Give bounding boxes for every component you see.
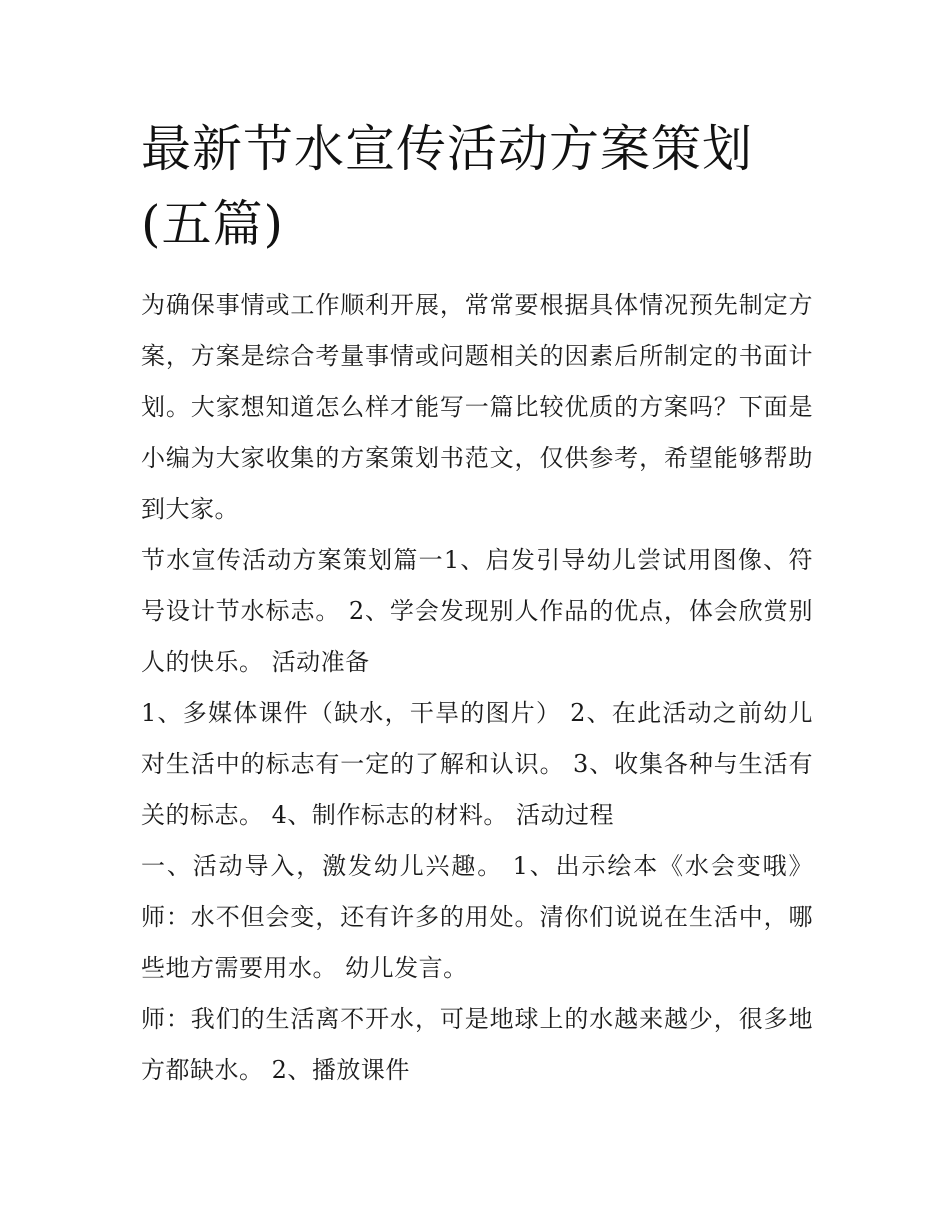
paragraph-part-one-goals: 节水宣传活动方案策划篇一1、启发引导幼儿尝试用图像、符号设计节水标志。 2、学会发现别人作品的优点，体会欣赏别人的快乐。 活动准备	[141, 546, 813, 676]
paragraph-activity-intro: 一、活动导入，激发幼儿兴趣。 1、出示绘本《水会变哦》 师：水不但会变，还有许多的用处。清你们说说在生活中，哪些地方需要用水。 幼儿发言。	[141, 852, 813, 982]
paragraph-teacher-remark: 师：我们的生活离不开水，可是地球上的水越来越少，很多地方都缺水。 2、播放课件	[141, 1005, 813, 1084]
document-page	[141, 112, 813, 1096]
document-body	[141, 280, 813, 1096]
document-title: 最新节水宣传活动方案策划(五篇)	[141, 120, 753, 253]
paragraph-preparation: 1、多媒体课件（缺水，干旱的图片） 2、在此活动之前幼儿对生活中的标志有一定的了解和认识。 3、收集各种与生活有关的标志。 4、制作标志的材料。 活动过程	[141, 699, 813, 829]
paragraph-intro: 为确保事情或工作顺利开展，常常要根据具体情况预先制定方案，方案是综合考量事情或问题相关的因素后所制定的书面计划。大家想知道怎么样才能写一篇比较优质的方案吗？下面是小编为大家收集的方案策划书范文，仅供参考，希望能够帮助到大家。	[141, 291, 813, 523]
